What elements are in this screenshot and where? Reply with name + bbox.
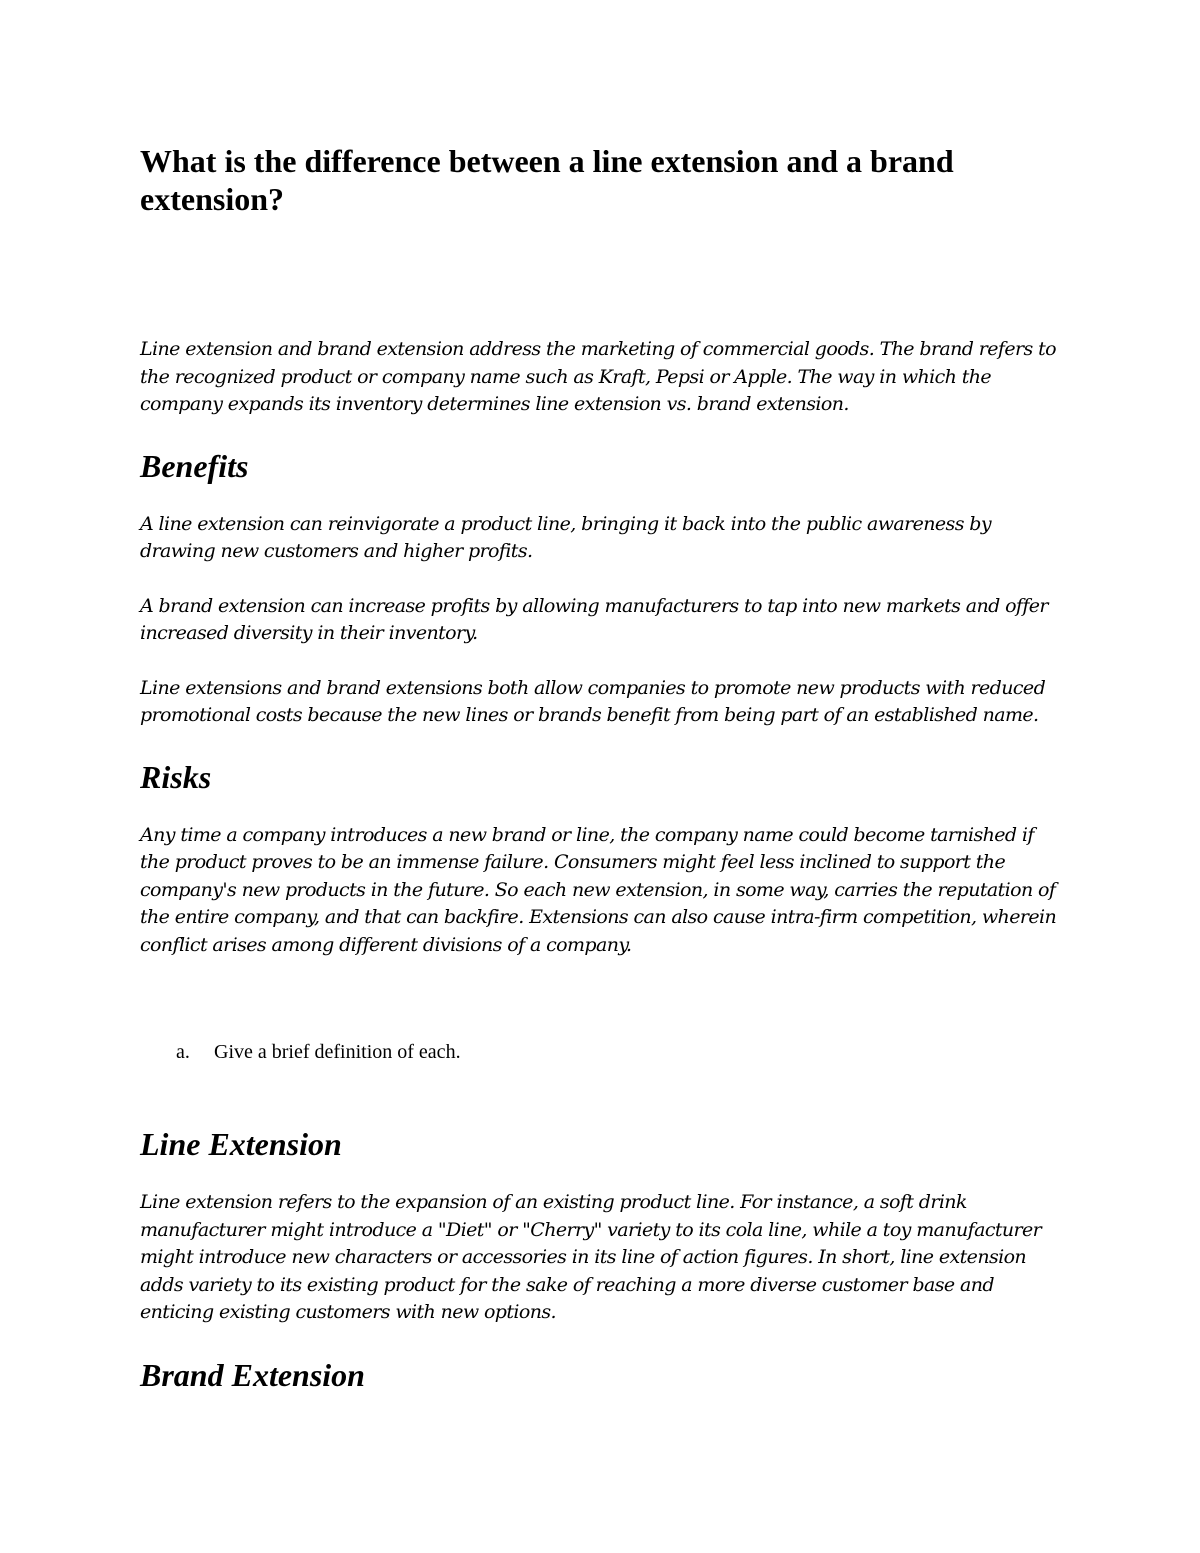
spacer [140, 566, 1060, 593]
risks-heading: Risks [140, 758, 212, 795]
document-title: What is the difference between a line extension and a brand extension? [140, 143, 954, 217]
question-text: Give a brief definition of each. [214, 1041, 461, 1063]
spacer [140, 648, 1060, 675]
spacer [140, 1163, 1060, 1189]
brand-extension-heading: Brand Extension [140, 1356, 365, 1393]
benefits-paragraph-3: Line extensions and brand extensions both allow companies to promote new products with reduced promotional costs because the new lines or brands benefit from being part of an established name. [140, 676, 1046, 726]
intro-paragraph: Line extension and brand extension address the marketing of commercial goods. The brand refers to the recognized product or company name such as Kraft, Pepsi or Apple. The way in which the company expands its inventory determines line extension vs. brand extension. [140, 338, 1056, 415]
spacer [140, 1065, 1060, 1125]
line-extension-heading: Line Extension [140, 1126, 342, 1162]
benefits-paragraph-2: A brand extension can increase profits by allowing manufacturers to tap into new markets and offer increased diversity in their inventory. [140, 594, 1048, 644]
list-marker: a. [176, 1041, 190, 1063]
document-body [140, 142, 1060, 1394]
line-extension-paragraph: Line extension refers to the expansion of an existing product line. For instance, a soft drink manufacturer might introduce a "Diet" or "Cherry" variety to its cola line, while a toy manufacturer might introduce new characters or accessories in its line of action figures. In short, line extension adds variety to its existing product for the sake of reaching a more diverse customer base and enticing existing customers with new options. [140, 1191, 1042, 1323]
spacer [140, 959, 1060, 1039]
spacer [140, 730, 1060, 758]
spacer [140, 1327, 1060, 1356]
risks-paragraph: Any time a company introduces a new brand or line, the company name could become tarnished if the product proves to be an immense failure. Consumers might feel less inclined to support the company's new products in the future. So each new extension, in some way, carries the reputation of the entire company, and that can backfire. Extensions can also cause intra-firm competition, wherein conflict arises among different divisions of a company. [140, 823, 1057, 956]
spacer [140, 218, 1060, 336]
spacer [140, 419, 1060, 447]
spacer [140, 485, 1060, 511]
spacer [140, 796, 1060, 822]
benefits-heading: Benefits [140, 447, 249, 484]
benefits-paragraph-1: A line extension can reinvigorate a product line, bringing it back into the public awareness by drawing new customers and higher profits. [140, 512, 991, 562]
question-list-item [140, 1039, 1060, 1065]
